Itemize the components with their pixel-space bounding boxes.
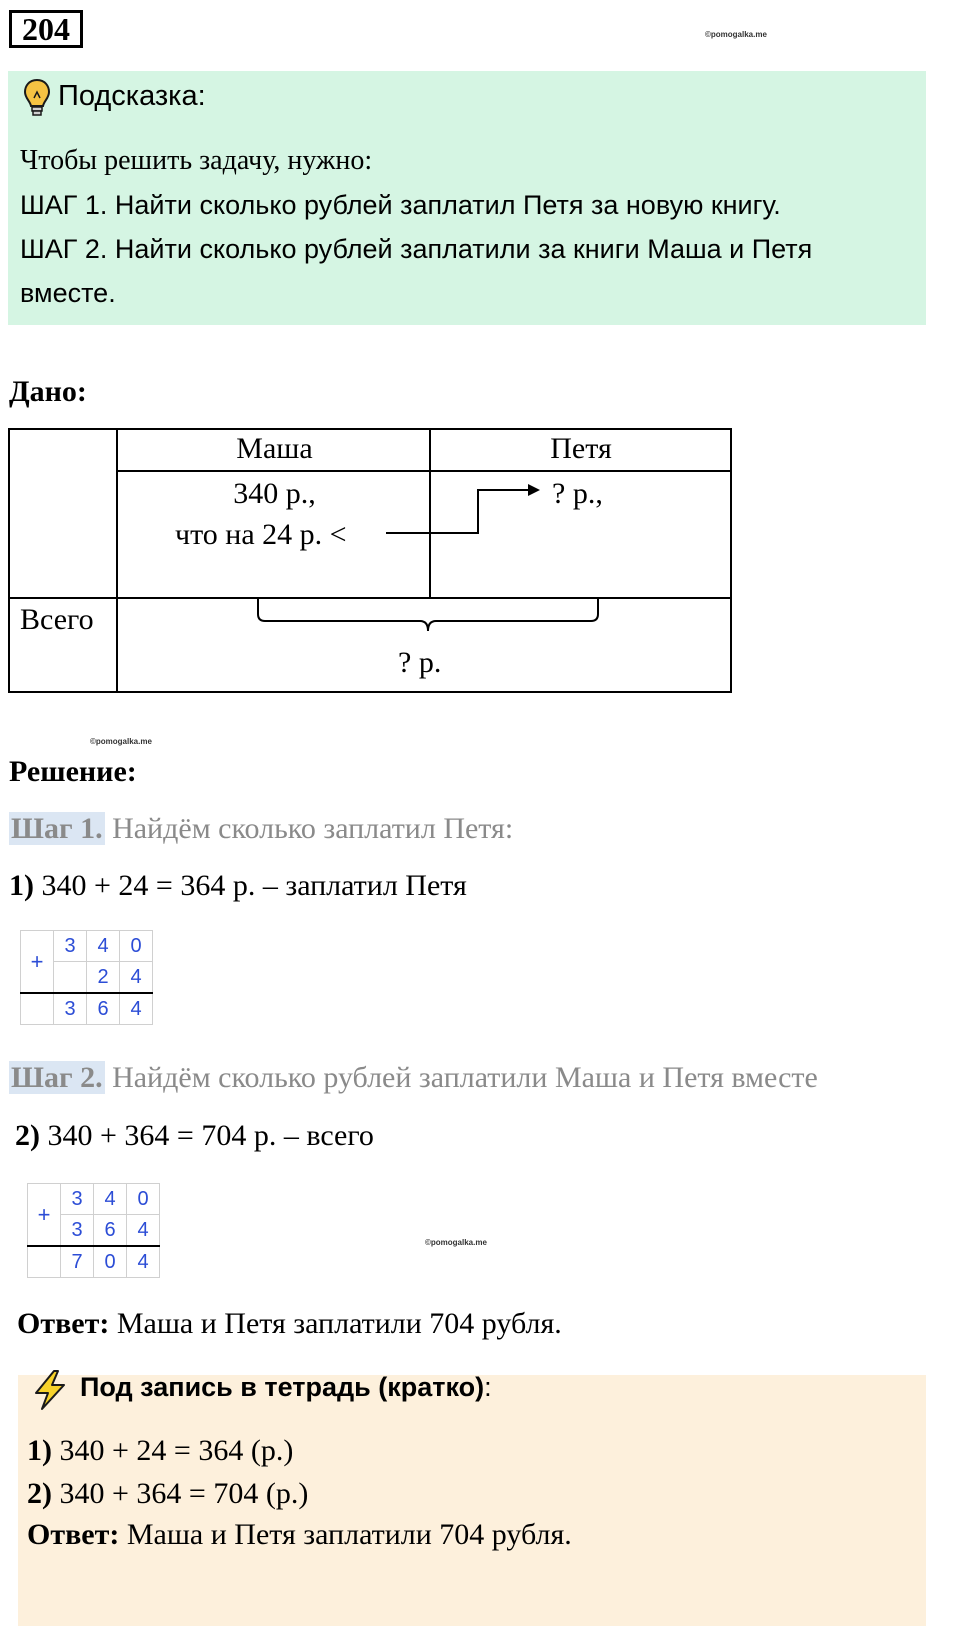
- step1-heading: [9, 812, 513, 846]
- hint-step2-label: ШАГ 2.: [20, 234, 108, 264]
- col-masha: Маша: [236, 432, 313, 465]
- empty-cell: [28, 1246, 61, 1278]
- digit: 2: [87, 962, 120, 994]
- masha-relation: что на 24 р. <: [175, 518, 347, 551]
- masha-value: 340 р.,: [233, 477, 316, 510]
- task-number: 204: [9, 10, 83, 48]
- watermark: ©pomogalka.me: [90, 737, 152, 746]
- notebook-line-2-number: 2): [27, 1477, 52, 1510]
- equation-2: [15, 1119, 374, 1153]
- notebook-title-colon: :: [484, 1372, 492, 1402]
- digit: 3: [54, 931, 87, 962]
- notebook-line-1-text: 340 + 24 = 364 (р.): [59, 1434, 294, 1467]
- empty-cell: [21, 993, 54, 1025]
- digit: 0: [127, 1184, 160, 1215]
- notebook-line-1: [27, 1434, 293, 1468]
- hint-step2-text: Найти сколько рублей заплатили за книги Маша и Петя: [114, 234, 813, 264]
- digit: 6: [87, 993, 120, 1025]
- solution-title: Решение:: [9, 755, 137, 788]
- step2-label: Шаг 2.: [11, 1061, 103, 1094]
- column-addition-1: [20, 930, 153, 1025]
- equation-1-text: 340 + 24 = 364 р. – заплатил Петя: [41, 869, 467, 902]
- col-petya: Петя: [550, 432, 612, 465]
- notebook-title-wrap: [80, 1372, 492, 1403]
- watermark: ©pomogalka.me: [425, 1238, 487, 1247]
- watermark: ©pomogalka.me: [705, 30, 767, 39]
- notebook-line-1-number: 1): [27, 1434, 52, 1467]
- notebook-answer-text: Маша и Петя заплатили 704 рубля.: [126, 1518, 572, 1551]
- hint-step1: [20, 187, 781, 223]
- digit: 3: [54, 993, 87, 1025]
- digit: 4: [120, 962, 153, 994]
- given-title: Дано:: [9, 375, 87, 408]
- digit: 4: [87, 931, 120, 962]
- hint-step1-label: ШАГ 1.: [20, 190, 108, 220]
- digit: 7: [61, 1246, 94, 1278]
- petya-value: ? р.,: [552, 477, 603, 510]
- plus-sign: +: [28, 1184, 61, 1247]
- step2-text: Найдём сколько рублей заплатили Маша и Петя вместе: [112, 1061, 818, 1094]
- digit: 4: [120, 993, 153, 1025]
- notebook-answer: [27, 1518, 572, 1552]
- digit: [54, 962, 87, 994]
- digit: 0: [120, 931, 153, 962]
- hint-intro: Чтобы решить задачу, нужно:: [20, 145, 373, 176]
- hint-step2: [20, 231, 812, 267]
- hint-step2-cont: вместе.: [20, 278, 116, 308]
- total-value: ? р.: [398, 646, 442, 679]
- column-addition-2: [27, 1183, 160, 1278]
- equation-1-number: 1): [9, 869, 34, 902]
- equation-2-text: 340 + 364 = 704 р. – всего: [47, 1119, 374, 1152]
- equation-2-number: 2): [15, 1119, 40, 1152]
- plus-sign: +: [21, 931, 54, 994]
- answer-text: Маша и Петя заплатили 704 рубля.: [116, 1307, 562, 1340]
- digit: 0: [94, 1246, 127, 1278]
- lightbulb-icon: [22, 78, 52, 118]
- answer-label: Ответ:: [17, 1307, 110, 1340]
- hint-title: Подсказка:: [58, 80, 206, 112]
- notebook-title: Под запись в тетрадь (кратко): [80, 1372, 485, 1402]
- step1-text: Найдём сколько заплатил Петя:: [112, 812, 514, 845]
- equation-1: [9, 869, 467, 903]
- step1-label: Шаг 1.: [11, 812, 103, 845]
- row-total-label: Всего: [20, 603, 94, 636]
- digit: 3: [61, 1215, 94, 1247]
- digit: 4: [127, 1246, 160, 1278]
- digit: 3: [61, 1184, 94, 1215]
- lightning-icon: [30, 1368, 70, 1412]
- step2-heading: [9, 1061, 927, 1095]
- digit: 4: [127, 1215, 160, 1247]
- hint-step1-text: Найти сколько рублей заплатил Петя за новую книгу.: [114, 190, 781, 220]
- notebook-answer-label: Ответ:: [27, 1518, 120, 1551]
- digit: 6: [94, 1215, 127, 1247]
- digit: 4: [94, 1184, 127, 1215]
- answer: [17, 1307, 562, 1341]
- given-table: [8, 428, 732, 693]
- notebook-line-2-text: 340 + 364 = 704 (р.): [59, 1477, 309, 1510]
- notebook-line-2: [27, 1477, 308, 1511]
